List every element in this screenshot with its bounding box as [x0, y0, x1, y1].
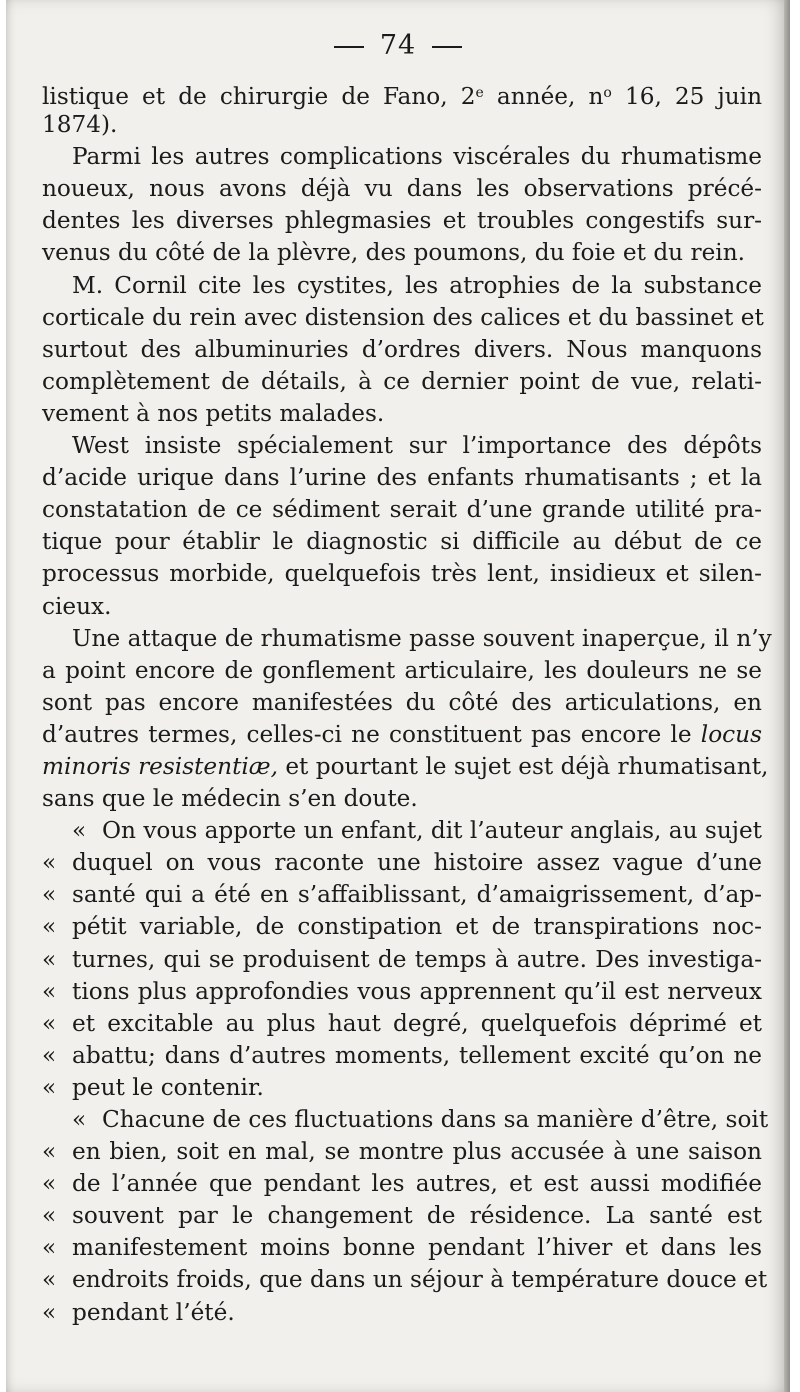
text-segment: et pourtant le sujet est déjà rhumatisant,	[277, 752, 769, 780]
text-segment: listique et de chirurgie de Fano, 2	[42, 83, 476, 110]
quote-mark: «	[42, 1009, 57, 1037]
quote-mark: «	[42, 1073, 57, 1101]
text-segment: On vous apporte un enfant, dit l’auteur anglais, au sujet	[102, 817, 762, 845]
quote-mark: «	[42, 977, 57, 1005]
text-line	[42, 1104, 769, 1136]
text-segment: processus morbide, quelquefois très lent, insidieux et silen-	[42, 560, 762, 588]
text-line	[42, 205, 762, 237]
text-segment: Une attaque de rhumatisme passe souvent inaperçue, il n’y	[72, 624, 772, 652]
text-line	[42, 430, 762, 462]
text-line	[42, 687, 762, 719]
text-line	[42, 1200, 762, 1232]
text-segment: souvent par le changement de résidence. La santé est	[72, 1202, 762, 1230]
quote-mark: «	[42, 1202, 57, 1230]
superscript-text: o	[603, 85, 612, 101]
text-line	[42, 879, 762, 911]
text-segment: a point encore de gonflement articulaire, les douleurs ne se	[42, 656, 762, 684]
header-dash-right	[432, 46, 462, 48]
text-line	[42, 494, 762, 526]
header-dash-left	[334, 46, 364, 48]
text-segment: duquel on vous raconte une histoire assez vague d’une	[72, 849, 762, 877]
quote-mark: «	[42, 945, 57, 973]
text-segment: surtout des albuminuries d’ordres divers. Nous manquons	[42, 335, 762, 363]
text-line	[42, 1040, 762, 1072]
text-segment: cieux.	[42, 592, 112, 620]
text-segment: sont pas encore manifestées du côté des articulations, en	[42, 688, 762, 716]
text-line	[42, 302, 762, 334]
text-line	[42, 623, 772, 655]
text-line	[42, 141, 762, 173]
text-segment: de l’année que pendant les autres, et est aussi modifiée	[72, 1170, 762, 1198]
text-line	[42, 1008, 762, 1040]
quote-mark: «	[42, 913, 57, 941]
text-segment: Chacune de ces fluctuations dans sa manière d’être, soit	[102, 1106, 769, 1133]
text-segment: venus du côté de la plèvre, des poumons, du foie et du rein.	[42, 239, 746, 267]
text-line	[42, 77, 762, 109]
text-segment: pétit variable, de constipation et de transpirations noc-	[72, 913, 762, 941]
text-line	[42, 815, 762, 847]
text-line	[42, 591, 762, 623]
text-segment: année, n	[483, 83, 604, 110]
text-segment: M. Cornil cite les cystites, les atrophies de la substance	[72, 271, 762, 299]
text-segment: abattu; dans d’autres moments, tellement excité qu’on ne	[72, 1041, 762, 1069]
text-line	[42, 526, 762, 558]
text-segment: d’autres termes, celles-ci ne constituent pas encore le	[42, 720, 701, 748]
page-header	[6, 28, 790, 64]
quote-mark: «	[42, 849, 57, 877]
text-segment: 1874).	[42, 111, 118, 139]
text-line	[42, 462, 762, 494]
text-segment: pendant l’été.	[72, 1298, 235, 1326]
text-line	[42, 1264, 768, 1296]
text-line	[42, 366, 762, 398]
page-number: 74	[379, 30, 417, 61]
text-line	[42, 173, 762, 205]
text-line	[42, 270, 762, 302]
text-segment: vement à nos petits malades.	[42, 399, 385, 427]
text-segment: constatation de ce sédiment serait d’une grande utilité pra-	[42, 496, 762, 524]
text-line	[42, 398, 762, 430]
text-segment: santé qui a été en s’affaiblissant, d’amaigrissement, d’ap-	[72, 881, 762, 909]
quote-mark: «	[42, 1266, 57, 1294]
quote-mark: «	[72, 817, 87, 845]
quote-mark: «	[42, 881, 57, 909]
text-line	[42, 719, 762, 751]
superscript-text: e	[475, 85, 484, 101]
quote-mark: «	[42, 1041, 57, 1069]
text-line	[42, 1232, 762, 1264]
text-line	[42, 944, 762, 976]
text-segment: peut le contenir.	[72, 1073, 264, 1101]
text-segment: turnes, qui se produisent de temps à autre. Des investiga-	[72, 945, 762, 973]
text-segment: corticale du rein avec distension des calices et du bassinet et	[42, 303, 764, 331]
text-line	[42, 1297, 762, 1329]
italic-text: minoris resistentiæ,	[42, 752, 278, 780]
text-segment: 16, 25 juin	[611, 83, 762, 110]
text-line	[42, 1136, 762, 1168]
text-line	[42, 751, 769, 783]
text-line	[42, 976, 762, 1008]
text-line	[42, 655, 762, 687]
quote-mark: «	[72, 1106, 87, 1133]
quote-mark: «	[42, 1298, 57, 1326]
text-line	[42, 847, 762, 879]
text-line	[42, 911, 762, 943]
body-text	[42, 77, 772, 1329]
quote-mark: «	[42, 1138, 57, 1166]
text-segment: West insiste spécialement sur l’importance des dépôts	[72, 432, 762, 460]
text-line	[42, 558, 762, 590]
quote-mark: «	[42, 1234, 57, 1262]
text-segment: complètement de détails, à ce dernier point de vue, relati-	[42, 367, 762, 395]
text-line	[42, 783, 762, 815]
book-page	[6, 0, 790, 1392]
text-segment: sans que le médecin s’en doute.	[42, 785, 418, 813]
text-segment: endroits froids, que dans un séjour à température douce et	[72, 1266, 768, 1294]
text-segment: noueux, nous avons déjà vu dans les observations précé-	[42, 175, 762, 203]
text-line	[42, 1168, 762, 1200]
text-segment: tique pour établir le diagnostic si difficile au début de ce	[42, 528, 762, 556]
text-line	[42, 109, 762, 141]
text-segment: et excitable au plus haut degré, quelquefois déprimé et	[72, 1009, 762, 1037]
text-segment: manifestement moins bonne pendant l’hiver et dans les	[72, 1234, 762, 1262]
text-segment: tions plus approfondies vous apprennent qu’il est nerveux	[72, 977, 762, 1005]
quote-mark: «	[42, 1170, 57, 1198]
text-segment: en bien, soit en mal, se montre plus accusée à une saison	[72, 1138, 762, 1166]
text-line	[42, 237, 762, 269]
text-segment: Parmi les autres complications viscérales du rhumatisme	[72, 143, 762, 171]
text-segment: dentes les diverses phlegmasies et troubles congestifs sur-	[42, 207, 762, 235]
text-line	[42, 1072, 762, 1104]
text-line	[42, 334, 762, 366]
text-segment: d’acide urique dans l’urine des enfants rhumatisants ; et la	[42, 464, 762, 492]
italic-text: locus	[700, 720, 762, 748]
